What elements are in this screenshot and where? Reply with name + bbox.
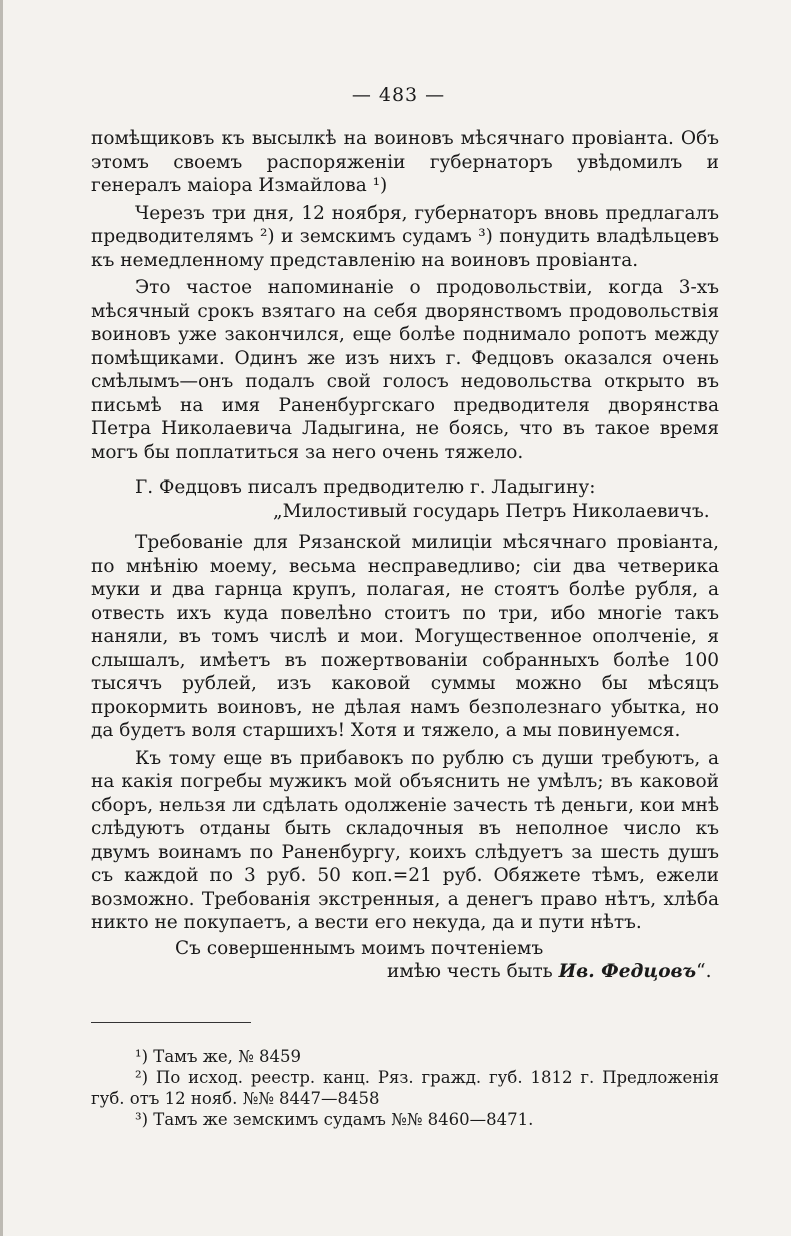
paragraph-1-text: помѣщиковъ къ высылкѣ на воиновъ мѣсячнаго провіанта. Объ этомъ своемъ распоряженіи губернаторъ увѣдомилъ и генералъ маіора Измайлова bbox=[91, 128, 719, 196]
paragraph-2-text-b: и земскимъ судамъ bbox=[274, 226, 472, 247]
paragraph-1 bbox=[91, 127, 719, 198]
letter-closing-line-2 bbox=[91, 960, 719, 984]
footnote-separator bbox=[91, 1022, 251, 1023]
footnote-mark: ³) bbox=[135, 1110, 149, 1129]
letter-closing-line-1: Съ совершеннымъ моимъ почтеніемъ bbox=[175, 937, 544, 959]
letter-intro: Г. Федцовъ писалъ предводителю г. Ладыгину: bbox=[135, 477, 596, 498]
footnote-text: Тамъ же, № 8459 bbox=[148, 1047, 302, 1066]
footnote-ref-3: ³) bbox=[478, 226, 493, 247]
closing-quote: “. bbox=[696, 961, 712, 982]
paragraph-2-text-a: Черезъ три дня, 12 ноября, губернаторъ вновь предлагалъ предводителямъ bbox=[91, 202, 719, 247]
footnote-text: Тамъ же земскимъ судамъ №№ 8460—8471. bbox=[148, 1110, 534, 1129]
footnote-3 bbox=[91, 1109, 719, 1130]
footnote-ref-1: ¹) bbox=[372, 175, 388, 196]
footnote-2 bbox=[91, 1067, 719, 1109]
paragraph-3: Это частое напоминаніе о продовольствіи, когда 3-хъ мѣсячный срокъ взятаго на себя дворянствомъ продовольствія воиновъ уже закончился, еще болѣе поднимало ропотъ между помѣщиками. Одинъ же изъ нихъ г. Федцовъ оказался очень смѣлымъ—онъ подалъ свой голосъ недовольства открыто въ письмѣ на имя Раненбургскаго предводителя дворянства Петра Николаевича Ладыгина, не боясь, что въ такое время могъ бы поплатиться за него очень тяжело. bbox=[91, 277, 719, 463]
footnote-ref-2: ²) bbox=[259, 226, 275, 247]
signature: Ив. Федцовъ bbox=[558, 961, 697, 982]
letter-salutation: „Милостивый государь Петръ Николаевичъ. bbox=[273, 500, 710, 522]
letter-paragraph-2: Къ тому еще въ прибавокъ по рублю съ души требуютъ, а на какія погребы мужикъ мой объяснить не умѣлъ; въ каковой сборъ, нельзя ли сдѣлать одолженіе зачесть тѣ деньги, кои мнѣ слѣдуютъ отданы быть складочныя въ неполное число къ двумъ воинамъ по Раненбургу, коихъ слѣдуетъ за шесть душъ съ каждой по 3 руб. 50 коп.=21 руб. Обяжете тѣмъ, ежели возможно. Требованія экстренныя, а денегъ право нѣтъ, хлѣба никто не покупаетъ, а вести его некуда, да и пути нѣтъ. bbox=[91, 747, 719, 933]
paragraph-2 bbox=[91, 202, 719, 273]
footnote-1 bbox=[91, 1046, 719, 1067]
footnote-text: По исход. реестр. канц. Ряз. гражд. губ. 1812 г. Предложенія губ. отъ 12 нояб. №№ 8447—8458 bbox=[91, 1068, 719, 1108]
footnote-mark: ¹) bbox=[135, 1047, 149, 1066]
letter-paragraph-1: Требованіе для Рязанской милиціи мѣсячнаго провіанта, по мнѣнію моему, весьма несправедливо; сіи два четверика муки и два гарнца крупъ, полагая, не стоятъ болѣе рубля, а отвесть ихъ куда повелѣно стоитъ по три, ибо многіе такъ наняли, въ томъ числѣ и мои. Могущественное ополченіе, я слышалъ, имѣетъ въ пожертвованіи собранныхъ болѣе 100 тысячъ рублей, изъ каковой суммы можно бы мѣсяцъ прокормить воиновъ, не дѣлая намъ безполезнаго убытка, но да будетъ воля старшихъ! Хотя и тяжело, а мы повинуемся. bbox=[91, 532, 719, 741]
footnote-mark: ²) bbox=[135, 1068, 149, 1087]
footnotes bbox=[91, 1046, 719, 1130]
paragraph-2-text-c: понудить владѣльцевъ къ немедленному представленію на воиновъ провіанта. bbox=[91, 226, 719, 271]
body-text bbox=[91, 127, 719, 984]
closing-text: имѣю честь быть bbox=[387, 961, 559, 982]
page-number: — 483 — bbox=[351, 84, 446, 106]
